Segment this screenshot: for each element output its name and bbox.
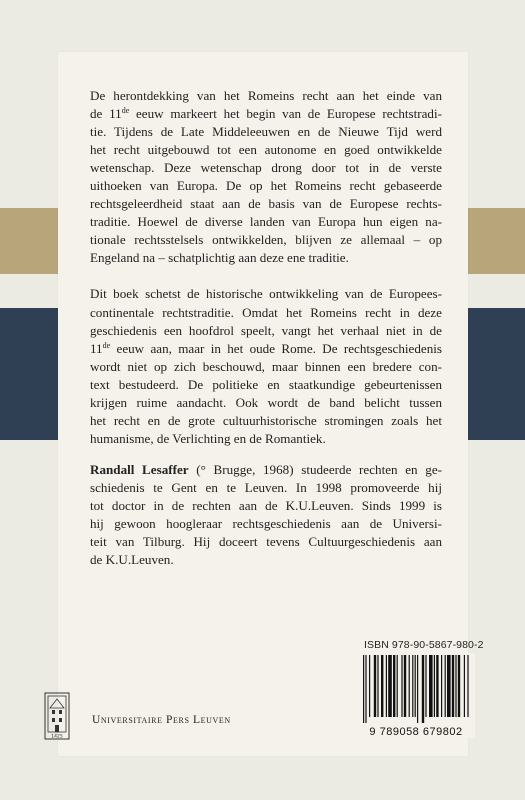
barcode-bar <box>436 655 438 717</box>
building-logo-icon <box>44 692 70 740</box>
barcode-bar <box>429 655 433 717</box>
text-line: Dit boek schetst de historische ontwikkeling van de Europees- <box>90 286 442 302</box>
author-name: Randall Lesaffer <box>90 461 189 477</box>
text-line: traditie. Hoewel de diverse landen van Europa hun eigen na- <box>90 214 442 230</box>
barcode-bar <box>425 655 426 717</box>
publisher-logo <box>44 692 70 740</box>
barcode-bar <box>386 655 387 717</box>
text-line: continentale rechtstraditie. Omdat het Romeins recht in deze <box>90 304 442 320</box>
logo-year: 1425 <box>51 734 63 740</box>
text-line: Engeland na – schatplichtig aan deze ene traditie. <box>90 250 349 266</box>
isbn-label: ISBN 978-90-5867-980-2 <box>364 639 484 651</box>
barcode-bar <box>412 655 413 717</box>
text-line: humanisme, de Verlichting en de Romantiek. <box>90 430 326 446</box>
text-line: Randall Lesaffer (° Brugge, 1968) studeerde rechten en ge- <box>90 461 442 477</box>
text-line: De herontdekking van het Romeins recht aan het einde van <box>90 88 442 103</box>
text-line: tot doctor in de rechten aan de K.U.Leuven. Sinds 1999 is <box>90 497 442 513</box>
barcode-bar <box>365 655 366 723</box>
barcode-bar <box>441 655 442 717</box>
barcode-bar <box>397 655 398 717</box>
text-line: text bestudeerd. De politieke en staatkundige gebeurtenissen <box>90 376 442 392</box>
blurb-paragraph-2 <box>90 285 442 447</box>
blurb-text <box>90 87 442 569</box>
publisher-name: Universitaire Pers Leuven <box>92 714 231 726</box>
text-line: wordt niet op zich beschouwd, maar binnen een bredere con- <box>90 358 442 374</box>
text-line: uithoeken van Europa. De op het Romeins recht gebaseerde <box>90 178 442 194</box>
text-line: wetenschap. Deze wetenschap drong door tot in de verste <box>90 160 442 176</box>
author-bio <box>90 461 442 569</box>
barcode-bar <box>363 655 364 723</box>
barcode-bar <box>447 655 451 717</box>
text-line: tionale rechtsstelsels ontwikkelden, blijven ze allemaal – op <box>90 232 442 248</box>
text-line: de 11de eeuw markeert het begin van de Europese rechtstradi- <box>90 106 442 122</box>
barcode-bar <box>452 655 454 717</box>
text-line: het recht uitgebouwd tot een autonome en goed ontwikkelde <box>90 142 442 158</box>
text-line: de K.U.Leuven. <box>90 552 174 568</box>
barcode-bar <box>445 655 446 717</box>
barcode-bar <box>415 655 416 717</box>
barcode-bar <box>467 655 468 717</box>
barcode-bar <box>401 655 402 717</box>
barcode-bar <box>417 655 418 723</box>
barcode-bar <box>409 655 410 717</box>
barcode-bar <box>381 655 383 717</box>
barcode-bar <box>422 655 424 723</box>
text-line: het recht en de grote cultuurhistorische stromingen zoals het <box>90 412 442 428</box>
barcode-bar <box>458 655 460 717</box>
barcode-bars <box>357 653 475 725</box>
blurb-paragraph-1 <box>90 87 442 267</box>
barcode-bar <box>388 655 392 717</box>
superscript: de <box>121 106 130 116</box>
text-line: hij gewoon hoogleraar rechtsgeschiedenis aan de Universi- <box>90 516 442 532</box>
text-line: rechtsgeleerdheid staat aan de basis van de Europese rechts- <box>90 196 442 212</box>
text-line: 11de eeuw aan, maar in het oude Rome. De rechtsgeschiedenis <box>90 340 443 356</box>
superscript: de <box>102 340 111 350</box>
barcode-bar <box>377 655 378 717</box>
text-line: schiedenis te Gent en te Leuven. In 1998 promoveerde hij <box>90 479 442 495</box>
text-line: krijgen ruime aandacht. Ook wordt de band belicht tussen <box>90 394 442 410</box>
barcode-bar <box>369 655 370 717</box>
barcode-bar <box>464 655 465 717</box>
barcode-bar <box>434 655 435 717</box>
text-line: teit van Tilburg. Hij doceert tevens Cultuurgeschiedenis aan <box>90 534 442 550</box>
text-line: tie. Tijdens de Late Middeleeuwen en de Nieuwe Tijd werd <box>90 124 442 140</box>
barcode-bar <box>393 655 395 717</box>
barcode-bar <box>374 655 376 717</box>
text-line: geschiedenis een hoofdrol speelt, vangt het verhaal niet in de <box>90 322 442 338</box>
barcode-bar <box>455 655 456 717</box>
barcode-bar <box>404 655 406 717</box>
barcode-number: 9 789058 679802 <box>357 726 475 738</box>
